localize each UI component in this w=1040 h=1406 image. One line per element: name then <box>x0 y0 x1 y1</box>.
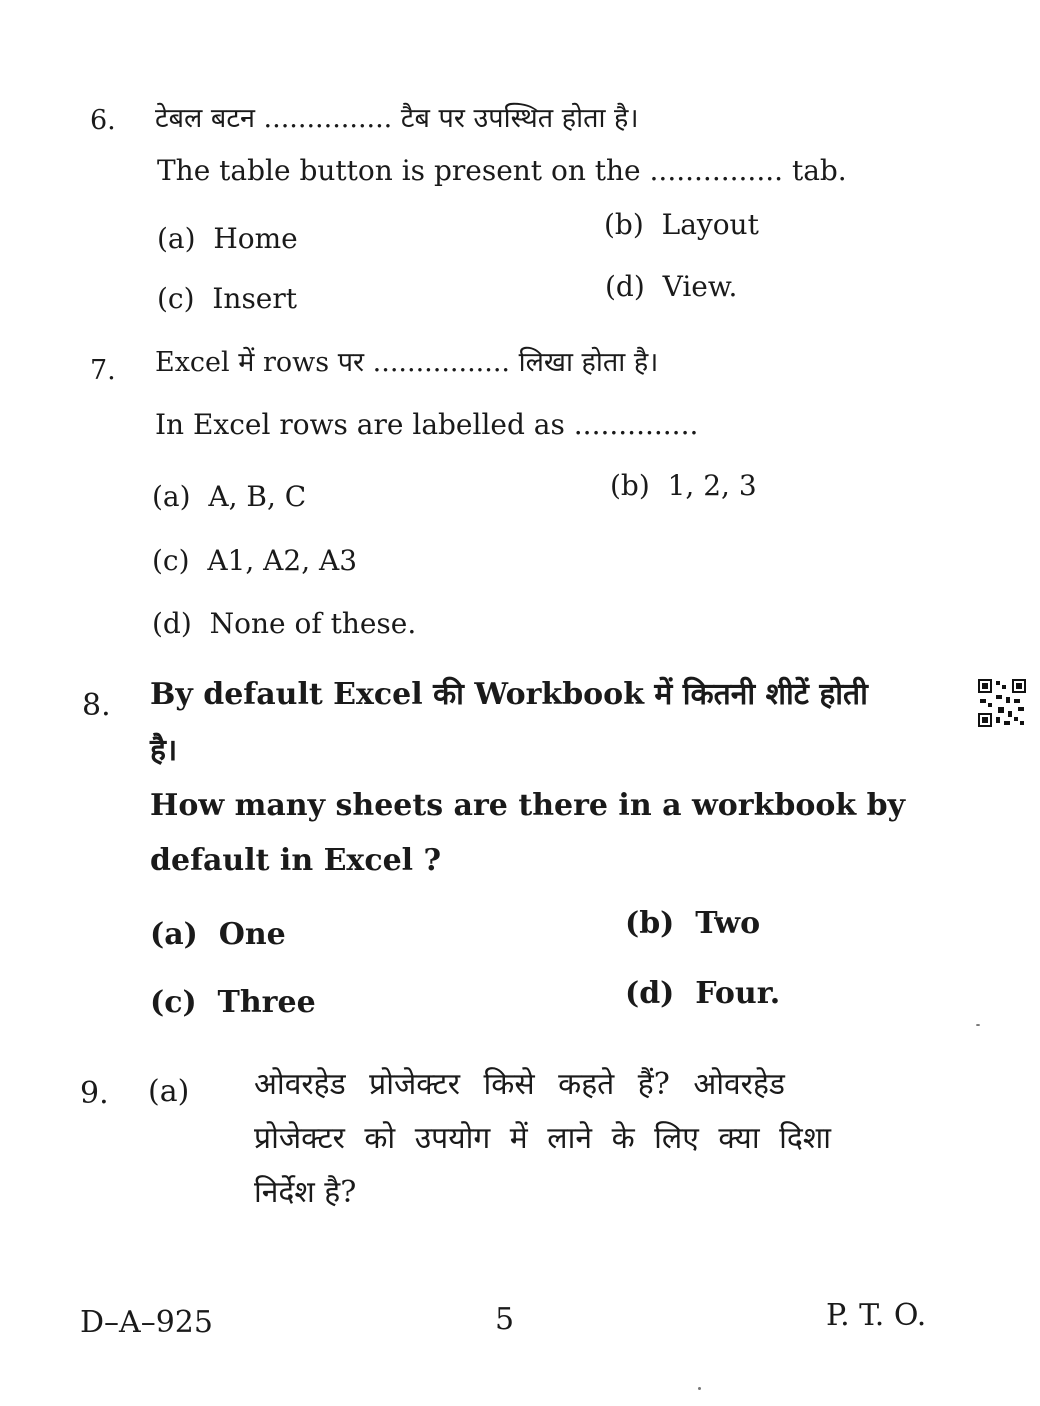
q6-hindi-blank: ............... <box>263 103 393 134</box>
q8-option-c <box>150 985 316 1020</box>
paper-code: D–A–925 <box>80 1305 213 1340</box>
option-text: View. <box>662 270 738 303</box>
option-label: (d) <box>625 976 675 1011</box>
option-label: (a) <box>157 222 196 255</box>
q7-english-part1: In Excel rows are labelled as <box>155 408 565 441</box>
page-number: 5 <box>495 1302 515 1337</box>
q7-hindi-part1: Excel में rows पर <box>155 347 365 378</box>
q6-hindi-part1: टेबल बटन <box>155 103 255 134</box>
option-label: (a) <box>152 480 191 513</box>
option-text: Insert <box>212 282 298 315</box>
option-label: (c) <box>150 985 197 1020</box>
q7-hindi-part2: लिखा होता है। <box>518 347 659 378</box>
q8-english-line2: default in Excel ? <box>150 843 442 878</box>
q6-option-c <box>157 282 297 315</box>
q8-option-b <box>625 906 760 941</box>
q8-hindi-line1: By default Excel की Workbook में कितनी शीटें होती <box>150 677 868 712</box>
q9-part-label: (a) <box>148 1074 190 1109</box>
q7-option-c <box>152 544 357 577</box>
q6-option-a <box>157 222 298 255</box>
option-label: (b) <box>625 906 675 941</box>
q8-option-a <box>150 917 286 952</box>
q6-option-d <box>605 270 737 303</box>
option-text: 1, 2, 3 <box>667 469 757 502</box>
option-label: (d) <box>605 270 645 303</box>
q6-number: 6. <box>90 105 116 136</box>
option-label: (d) <box>152 607 192 640</box>
q6-hindi-text <box>155 98 639 135</box>
option-label: (c) <box>157 282 195 315</box>
q7-hindi-text <box>155 342 658 379</box>
qr-code-icon <box>978 679 1026 727</box>
q8-english-line1: How many sheets are there in a workbook by <box>150 788 906 823</box>
option-text: Home <box>213 222 298 255</box>
q9-number: 9. <box>80 1076 109 1111</box>
option-text: Two <box>695 906 761 941</box>
speck <box>976 1024 980 1026</box>
q7-english-blank: .............. <box>573 408 699 441</box>
option-label: (b) <box>604 208 644 241</box>
q7-number: 7. <box>90 355 116 386</box>
option-text: A1, A2, A3 <box>207 544 358 577</box>
pto-label: P. T. O. <box>826 1298 927 1333</box>
option-label: (a) <box>150 917 198 952</box>
option-text: A, B, C <box>208 480 307 513</box>
q7-option-d <box>152 607 416 640</box>
q6-english-text <box>157 154 847 187</box>
speck <box>698 1387 701 1390</box>
option-text: Four. <box>695 976 781 1011</box>
q7-hindi-blank: ................ <box>372 347 510 378</box>
q8-hindi-line2: है। <box>150 733 178 768</box>
q9-line3: निर्देश है? <box>254 1175 357 1210</box>
q6-english-blank: ............... <box>649 154 784 187</box>
q7-option-b <box>610 469 757 502</box>
option-label: (b) <box>610 469 650 502</box>
q7-option-a <box>152 480 306 513</box>
option-text: One <box>218 917 286 952</box>
q8-option-d <box>625 976 780 1011</box>
option-text: None of these. <box>209 607 417 640</box>
q8-number: 8. <box>82 688 111 723</box>
q6-english-part2: tab. <box>791 154 847 187</box>
q6-english-part1: The table button is present on the <box>157 154 641 187</box>
option-text: Layout <box>661 208 759 241</box>
q7-english-text <box>155 408 698 441</box>
option-text: Three <box>217 985 316 1020</box>
q9-line1: ओवरहेड प्रोजेक्टर किसे कहते हैं? ओवरहेड <box>254 1067 785 1102</box>
q6-option-b <box>604 208 759 241</box>
option-label: (c) <box>152 544 190 577</box>
q6-hindi-part2: टैब पर उपस्थित होता है। <box>400 103 639 134</box>
q9-line2: प्रोजेक्टर को उपयोग में लाने के लिए क्या दिशा <box>254 1121 832 1156</box>
